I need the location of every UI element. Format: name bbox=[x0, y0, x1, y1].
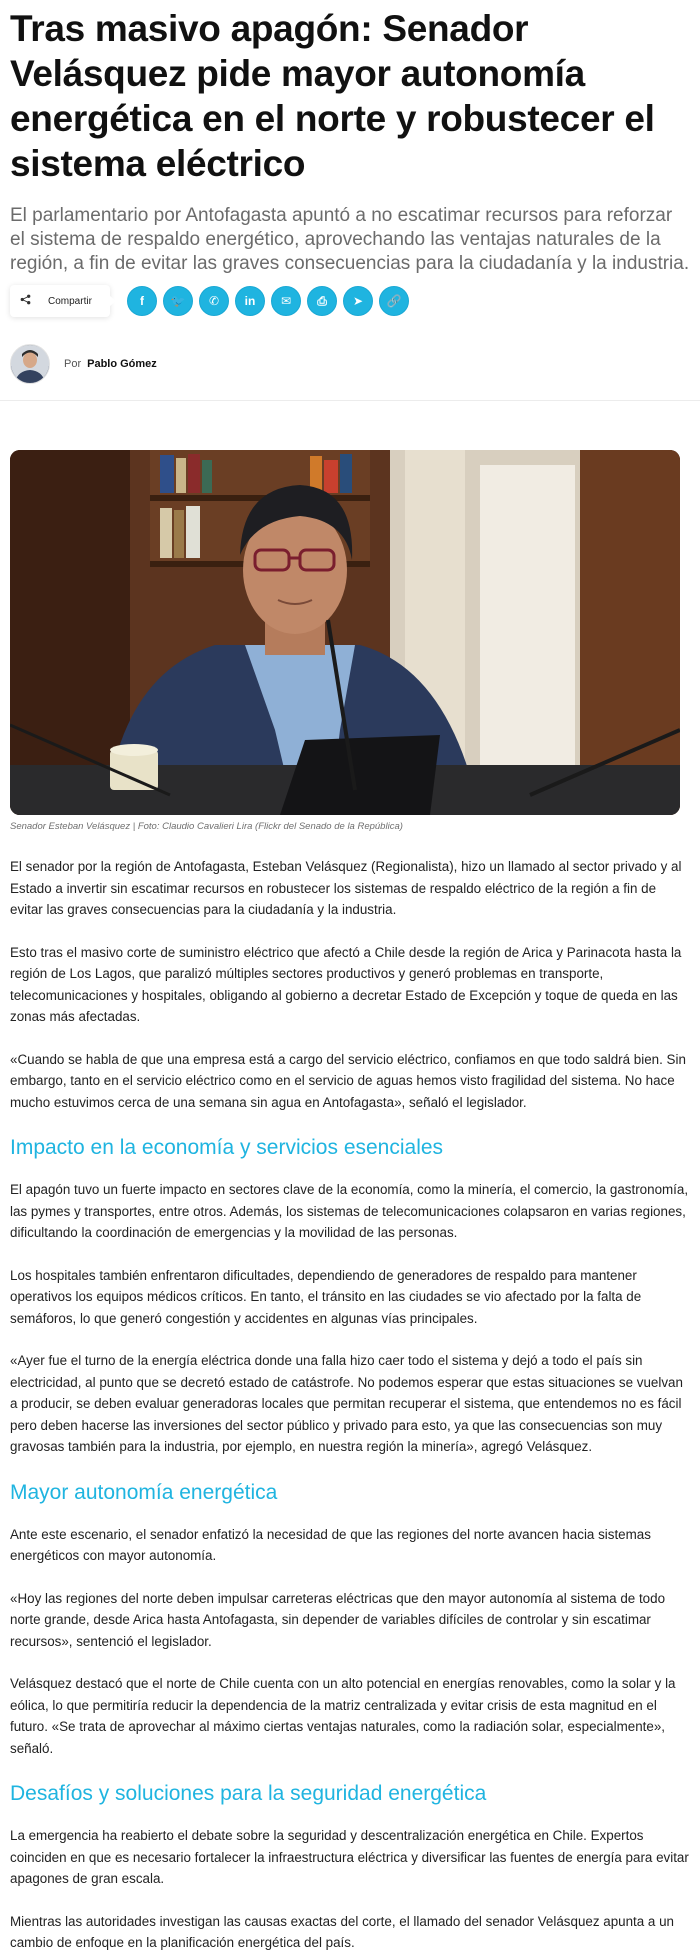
whatsapp-share-button[interactable] bbox=[199, 286, 229, 316]
avatar[interactable] bbox=[10, 344, 50, 384]
facebook-icon: f bbox=[140, 294, 144, 308]
article-body bbox=[0, 856, 700, 1954]
article-title: Tras masivo apagón: Senador Velásquez pide mayor autonomía energética en el norte y robustecer el sistema eléctrico bbox=[10, 8, 655, 184]
linkedin-icon: in bbox=[244, 294, 256, 308]
body-paragraph: Ante este escenario, el senador enfatizó la necesidad de que las regiones del norte avancen hacia sistemas energéticos con mayor autonomía. bbox=[10, 1526, 651, 1563]
divider bbox=[0, 400, 700, 401]
article-subtitle: El parlamentario por Antofagasta apuntó a no escatimar recursos para reforzar el sistema de respaldo energético, aprovechando las ventajas naturales de la región, a fin de evitar las graves consecuencias para la ciudadanía y la industria. bbox=[10, 205, 690, 274]
telegram-share-button[interactable] bbox=[343, 286, 373, 316]
body-paragraph: El senador por la región de Antofagasta, Esteban Velásquez (Regionalista), hizo un llamado al sector privado y al Estado a invertir sin escatimar recursos en robustecer los sistemas de respaldo eléctrico de la región a fin de evitar las graves consecuencias para la ciudadanía y la industria. bbox=[10, 859, 682, 917]
section-heading: Desafíos y soluciones para la seguridad energética bbox=[10, 1782, 487, 1805]
share-icon bbox=[14, 294, 36, 308]
twitter-icon: 🐦 bbox=[170, 294, 186, 308]
email-icon: ✉ bbox=[280, 294, 292, 308]
copy-link-share-button[interactable] bbox=[379, 286, 409, 316]
body-paragraph: El apagón tuvo un fuerte impacto en sectores clave de la economía, como la minería, el comercio, la gastronomía, las pymes y transportes, entre otros. Además, los sistemas de telecomunicaciones colapsaron en varias regiones, dificultando la coordinación de emergencias y la movilidad de las personas. bbox=[10, 1182, 689, 1240]
body-paragraph: «Hoy las regiones del norte deben impulsar carreteras eléctricas que den mayor autonomía al sistema de todo norte grande, desde Arica hasta Antofagasta, sin depender de variables difíciles de controlar y sin escatimar recursos», sentenció el legislador. bbox=[10, 1590, 666, 1649]
twitter-share-button[interactable] bbox=[163, 286, 193, 316]
copy-link-icon: 🔗 bbox=[386, 294, 402, 308]
telegram-icon: ➤ bbox=[352, 294, 364, 308]
body-paragraph: «Cuando se habla de que una empresa está a cargo del servicio eléctrico, confiamos en que todo saldrá bien. Sin embargo, tanto en el servicio eléctrico como en el servicio de aguas hemos visto fragilidad del sistema. No hace mucho estuvimos cerca de una semana sin agua en Antofagasta», señaló el legislador. bbox=[10, 1051, 686, 1110]
print-share-button[interactable] bbox=[307, 286, 337, 316]
email-share-button[interactable] bbox=[271, 286, 301, 316]
body-paragraph: «Ayer fue el turno de la energía eléctrica donde una falla hizo caer todo el sistema y dejó a todo el país sin electricidad, al punto que se decretó estado de catástrofe. No podemos esperar que estas situaciones se vuelvan a producir, se deben evaluar generadoras locales que permitan recuperar el sistema, que entendemos no es fácil pero deben hacerse las inversiones del sector público y privado para esto, ya que las consecuencias son muy gravosas también para la industria, por ejemplo, en nuestra región la minería», agregó Velásquez. bbox=[10, 1353, 683, 1454]
byline-prefix: Por bbox=[64, 358, 82, 370]
body-paragraph: La emergencia ha reabierto el debate sobre la seguridad y descentralización energética en Chile. Expertos coinciden en que es necesario fortalecer la infraestructura eléctrica y diversificar las fuentes de energía para evitar apagones de gran escala. bbox=[10, 1828, 689, 1886]
body-paragraph: Los hospitales también enfrentaron dificultades, dependiendo de generadores de respaldo para mantener operativos los equipos médicos críticos. En tanto, el tránsito en las ciudades se vio afectado por la falta de semáforos, lo que generó congestión y accidentes en algunas vías principales. bbox=[10, 1267, 642, 1326]
section-heading: Impacto en la economía y servicios esenciales bbox=[10, 1136, 444, 1159]
body-paragraph: Velásquez destacó que el norte de Chile cuenta con un alto potencial en energías renovables, como la solar y la eólica, lo que permitiría reducir la dependencia de la matriz centralizada y evitar crisis de esta magnitud en el futuro. «Se trata de aprovechar al máximo ciertas ventajas naturales, como la radiación solar, especialmente», señaló. bbox=[10, 1676, 676, 1756]
print-icon: ⎙ bbox=[317, 293, 327, 308]
whatsapp-icon: ✆ bbox=[208, 294, 220, 308]
facebook-share-button[interactable] bbox=[127, 286, 157, 316]
section-heading: Mayor autonomía energética bbox=[10, 1480, 278, 1504]
body-paragraph: Mientras las autoridades investigan las causas exactas del corte, el llamado del senador Velásquez apunta a un cambio de enfoque en la planificación energética del país. bbox=[10, 1913, 674, 1950]
featured-photo bbox=[10, 450, 680, 815]
social-buttons bbox=[127, 286, 415, 316]
share-bar bbox=[0, 282, 700, 320]
linkedin-share-button[interactable] bbox=[235, 286, 265, 316]
share-label: Compartir bbox=[48, 295, 92, 307]
body-paragraph: Esto tras el masivo corte de suministro eléctrico que afectó a Chile desde la región de Arica y Parinacota hasta la región de Los Lagos, que paralizó múltiples sectores productivos y generó problemas en transporte, telecomunicaciones y hospitales, obligando al gobierno a decretar Estado de Excepción y toque de queda en las zonas más afectadas. bbox=[10, 944, 682, 1024]
byline bbox=[0, 344, 700, 384]
share-button[interactable] bbox=[10, 285, 110, 317]
article-figure bbox=[10, 450, 680, 832]
author-name[interactable]: Pablo Gómez bbox=[87, 358, 157, 370]
photo-caption: Senador Esteban Velásquez | Foto: Claudio Cavalieri Lira (Flickr del Senado de la República) bbox=[10, 821, 403, 832]
